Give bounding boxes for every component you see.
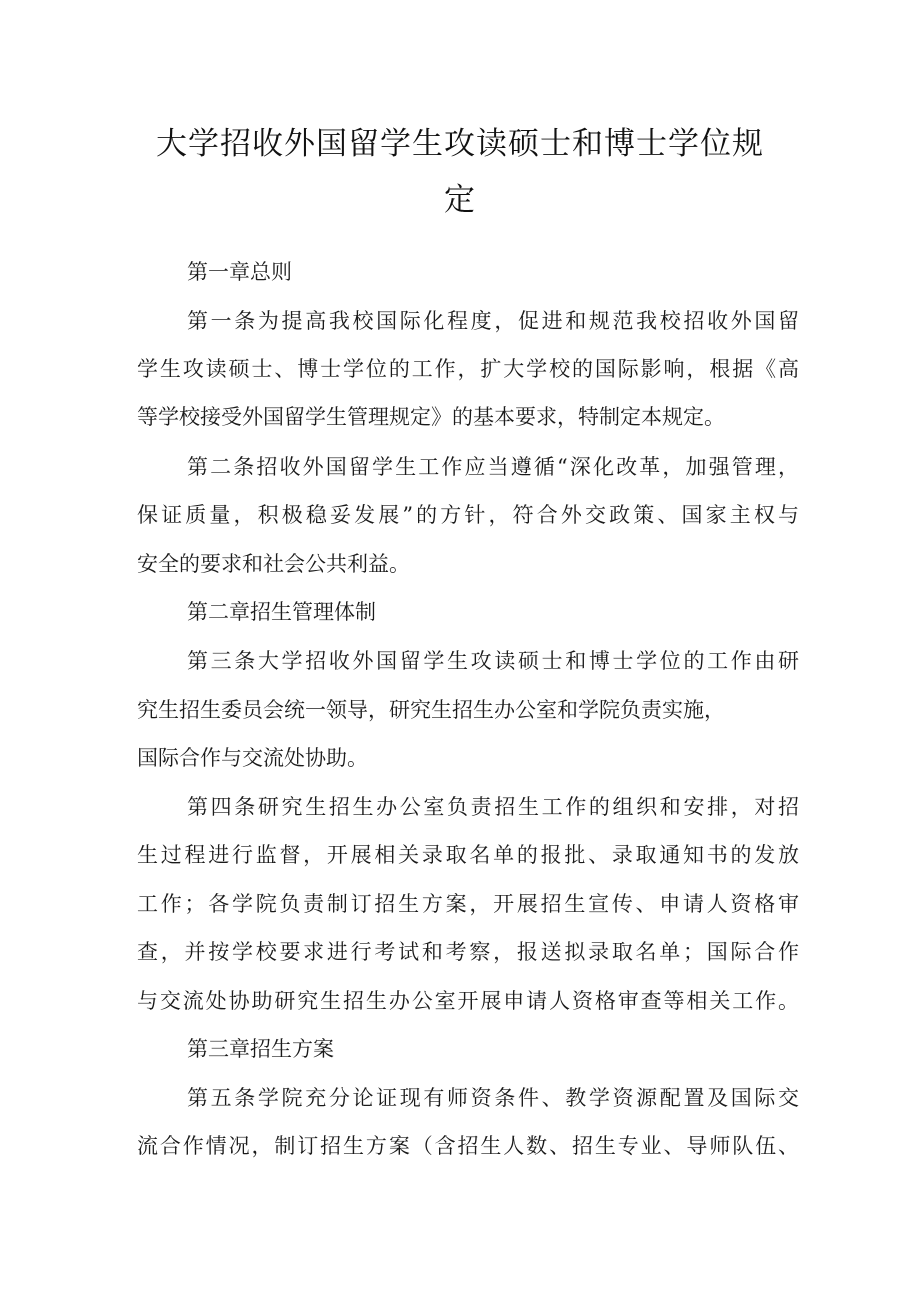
paragraph-line: 第四条研究生招生办公室负责招生工作的组织和安排，对招 xyxy=(187,795,799,819)
paragraph-line: 工作；各学院负责制订招生方案，开展招生宣传、申请人资格审 xyxy=(137,892,799,916)
document-title-line-1: 大学招收外国留学生攻读硕士和博士学位规 xyxy=(156,126,764,162)
paragraph-line: 安全的要求和社会公共利益。 xyxy=(137,552,410,576)
paragraph-line: 与交流处协助研究生招生办公室开展申请人资格审查等相关工作。 xyxy=(137,989,799,1013)
paragraph-line: 究生招生委员会统一领导，研究生招生办公室和学院负责实施， xyxy=(137,698,725,722)
paragraph-line: 第一条为提高我校国际化程度，促进和规范我校招收外国留 xyxy=(187,309,799,333)
document-title-line-2: 定 xyxy=(444,182,476,218)
paragraph-line: 生过程进行监督，开展相关录取名单的报批、录取通知书的发放 xyxy=(137,843,799,867)
paragraph-line: 第二条招收外国留学生工作应当遵循“深化改革，加强管理， xyxy=(187,455,799,479)
paragraph-line: 学生攻读硕士、博士学位的工作，扩大学校的国际影响，根据《高 xyxy=(137,357,799,381)
paragraph-line: 等学校接受外国留学生管理规定》的基本要求，特制定本规定。 xyxy=(137,405,725,429)
paragraph-line: 流合作情况，制订招生方案（含招生人数、招生专业、导师队伍、 xyxy=(137,1134,799,1158)
paragraph-line: 保证质量，积极稳妥发展”的方针，符合外交政策、国家主权与 xyxy=(137,503,799,527)
paragraph-line: 第五条学院充分论证现有师资条件、教学资源配置及国际交 xyxy=(187,1086,799,1110)
paragraph-line: 国际合作与交流处协助。 xyxy=(137,746,368,770)
paragraph-line: 查，并按学校要求进行考试和考察，报送拟录取名单；国际合作 xyxy=(137,940,799,964)
paragraph-line: 第三条大学招收外国留学生攻读硕士和博士学位的工作由研 xyxy=(187,649,799,673)
chapter-heading-1: 第一章总则 xyxy=(187,260,292,284)
chapter-heading-2: 第二章招生管理体制 xyxy=(187,600,376,624)
chapter-heading-3: 第三章招生方案 xyxy=(187,1037,334,1061)
